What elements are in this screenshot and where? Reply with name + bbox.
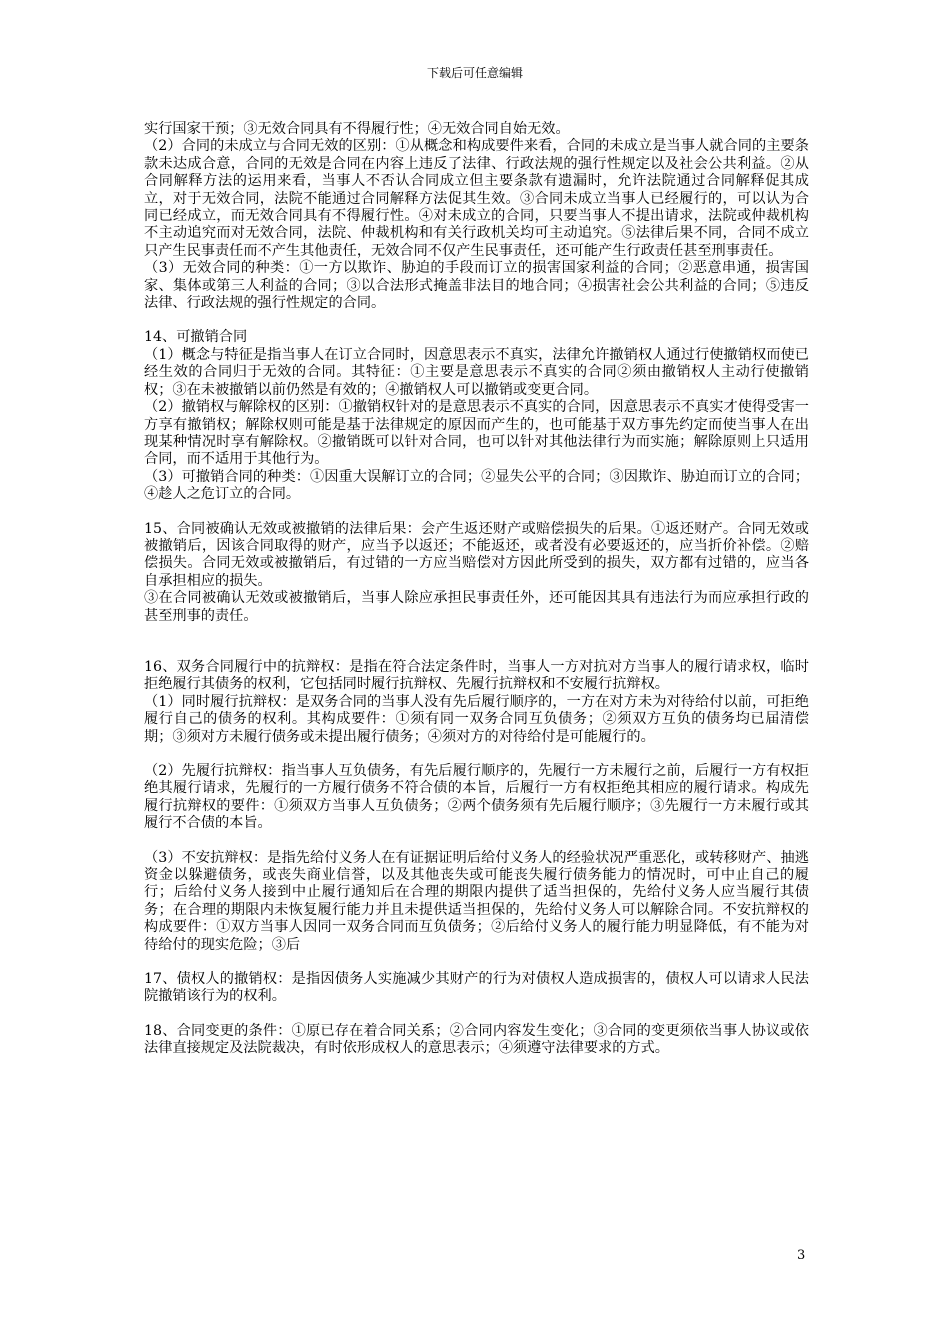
paragraph: （2）先履行抗辩权：指当事人互负债务，有先后履行顺序的，先履行一方未履行之前，后履行一方有权拒绝其履行请求，先履行的一方履行债务不符合债的本旨，后履行一方有权拒绝其相应的履行请求。构成先履行抗辩权的要件：①须双方当事人互负债务；②两个债务须有先后履行顺序；③先履行一方未履行或其履行不合债的本旨。 [144,763,809,832]
paragraph: （3）无效合同的种类：①一方以欺诈、胁迫的手段而订立的损害国家利益的合同；②恶意串通，损害国家、集体或第三人利益的合同；③以合法形式掩盖非法目的地合同；④损害社会公共利益的合同；⑤违反法律、行政法规的强行性规定的合同。 [144,260,809,312]
page-header: 下载后可任意编辑 [426,66,523,80]
paragraph: 实行国家干预；③无效合同具有不得履行性；④无效合同自始无效。 [144,121,570,137]
paragraph-spacer [144,312,809,329]
paragraph: 17、债权人的撤销权：是指因债务人实施减少其财产的行为对债权人造成损害的，债权人可以请求人民法院撤销该行为的权利。 [144,971,809,1005]
paragraph: （2）合同的未成立与合同无效的区别：①从概念和构成要件来看，合同的未成立是当事人就合同的主要条款未达成合意，合同的无效是合同在内容上违反了法律、行政法规的强行性规定以及社会公共利益。②从合同解释方法的运用来看，当事人不否认合同成立但主要条款有遗漏时，允许法院通过合同解释促其成立，对于无效合同，法院不能通过合同解释方法促其生效。③合同未成立当事人已经履行的，可以认为合同已经成立，而无效合同具有不得履行性。④对未成立的合同，只要当事人不提出请求，法院或仲裁机构不主动追究而对无效合同，法院、仲裁机构和有关行政机关均可主动追究。⑤法律后果不同，合同不成立只产生民事责任而不产生其他责任，无效合同不仅产生民事责任，还可能产生行政责任甚至刑事责任。 [144,138,809,259]
paragraph-spacer [144,746,809,763]
paragraph: （1）概念与特征是指当事人在订立合同时，因意思表示不真实，法律允许撤销权人通过行使撤销权而使已经生效的合同归于无效的合同。其特征：①主要是意思表示不真实的合同②须由撤销权人主动行使撤销权；③在未被撤销以前仍然是有效的；④撤销权人可以撤销或变更合同。 [144,346,809,398]
paragraph-spacer [144,504,809,521]
paragraph-spacer [144,1006,809,1023]
paragraph-spacer [144,954,809,971]
paragraph: 15、合同被确认无效或被撤销的法律后果：会产生返还财产或赔偿损失的后果。①返还财产。合同无效或被撤销后，因该合同取得的财产，应当予以返还；不能返还，或者没有必要返还的，应当折价补偿。②赔偿损失。合同无效或被撤销后，有过错的一方应当赔偿对方因此所受到的损失，双方都有过错的，应当各自承担相应的损失。 [144,520,809,589]
document-body [144,121,809,1058]
paragraph: ③在合同被确认无效或被撤销后，当事人除应承担民事责任外，还可能因其具有违法行为而应承担行政的甚至刑事的责任。 [144,590,809,624]
paragraph: （2）撤销权与解除权的区别：①撤销权针对的是意思表示不真实的合同，因意思表示不真实才使得受害一方享有撤销权；解除权则可能是基于法律规定的原因而产生的，也可能基于双方事先约定而使当事人在出现某种情况时享有解除权。②撤销既可以针对合同，也可以针对其他法律行为而实施；解除原则上只适用合同，而不适用于其他行为。 [144,399,809,468]
paragraph: 18、合同变更的条件：①原已存在着合同关系；②合同内容发生变化；③合同的变更须依当事人协议或依法律直接规定及法院裁决，有时依形成权人的意思表示；④须遵守法律要求的方式。 [144,1022,809,1057]
paragraph-spacer [144,833,809,850]
paragraph: 16、双务合同履行中的抗辩权：是指在符合法定条件时，当事人一方对抗对方当事人的履行请求权，临时拒绝履行其债务的权利，它包括同时履行抗辩权、先履行抗辩权和不安履行抗辩权。 [144,658,809,693]
paragraph: （3）不安抗辩权：是指先给付义务人在有证据证明后给付义务人的经验状况严重恶化，或转移财产、抽逃资金以躲避债务，或丧失商业信誉，以及其他丧失或可能丧失履行债务能力的情况时，可中止自己的履行；后给付义务人接到中止履行通知后在合理的期限内提供了适当担保的，先给付义务人应当履行其债务；在合理的期限内未恢复履行能力并且未提供适当担保的，先给付义务人可以解除合同。不安抗辩权的构成要件：①双方当事人因同一双务合同而互负债务；②后给付义务人的履行能力明显降低，有不能为对待给付的现实危险；③后 [144,849,809,953]
paragraph-spacer [144,625,809,659]
paragraph: （3）可撤销合同的种类：①因重大误解订立的合同；②显失公平的合同；③因欺诈、胁迫而订立的合同；④趁人之危订立的合同。 [144,468,809,503]
section-heading: 14、可撤销合同 [144,329,248,346]
page-number: 3 [797,1248,806,1263]
paragraph: （1）同时履行抗辩权：是双务合同的当事人没有先后履行顺序的，一方在对方未为对待给付以前，可拒绝履行自己的债务的权利。其构成要件：①须有同一双务合同互负债务；②须双方互负的债务均已届清偿期；③须对方未履行债务或未提出履行债务；④须对方的对待给付是可能履行的。 [144,693,809,745]
